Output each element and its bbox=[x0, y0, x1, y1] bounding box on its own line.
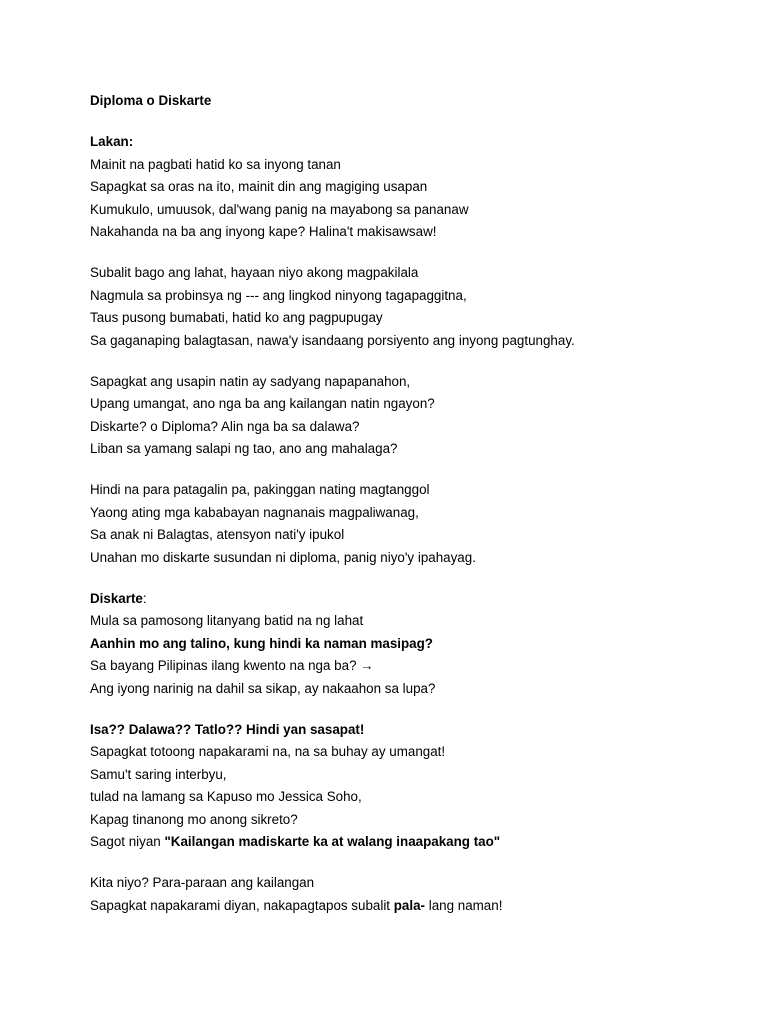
spacer bbox=[90, 244, 730, 263]
verse-line: Sapagkat ang usapin natin ay sadyang napapanahon, bbox=[90, 373, 411, 389]
verse-line: Unahan mo diskarte susundan ni diploma, panig niyo'y ipahayag. bbox=[90, 549, 476, 565]
speaker-diskarte-line bbox=[90, 588, 730, 611]
spacer bbox=[90, 113, 730, 132]
verse-line: Kumukulo, umuusok, dal'wang panig na mayabong sa pananaw bbox=[90, 201, 469, 217]
verse-line: Sa bayang Pilipinas ilang kwento na nga ba? → bbox=[90, 658, 374, 673]
spacer bbox=[90, 461, 730, 480]
verse-line: Sapagkat sa oras na ito, mainit din ang magiging usapan bbox=[90, 179, 428, 194]
spacer bbox=[90, 854, 730, 873]
speaker-lakan: Lakan: bbox=[90, 134, 134, 149]
verse-line: Yaong ating mga kababayan nagnanais magpaliwanag, bbox=[90, 504, 419, 520]
verse-line: Ang iyong narinig na dahil sa sikap, ay nakaahon sa lupa? bbox=[90, 680, 436, 696]
verse-line-bold: Aanhin mo ang talino, kung hindi ka naman masipag? bbox=[90, 635, 433, 651]
verse-line-mixed bbox=[90, 895, 730, 918]
verse-line: Nakahanda na ba ang inyong kape? Halina't makisawsaw! bbox=[90, 224, 437, 239]
verse-line: Sa anak ni Balagtas, atensyon nati'y ipukol bbox=[90, 527, 345, 542]
speaker-colon: : bbox=[142, 590, 147, 606]
verse-line: tulad na lamang sa Kapuso mo Jessica Soho, bbox=[90, 789, 362, 804]
verse-text: Sagot niyan bbox=[90, 834, 165, 849]
verse-text: Sapagkat napakarami diyan, nakapagtapos subalit bbox=[90, 897, 394, 913]
spacer bbox=[90, 569, 730, 588]
document-body bbox=[90, 90, 730, 917]
quote-bold: "Kailangan madiskarte ka at walang inaapakang tao" bbox=[164, 834, 501, 849]
verse-line: Diskarte? o Diploma? Alin nga ba sa dalawa? bbox=[90, 418, 360, 434]
verse-line-bold: Isa?? Dalawa?? Tatlo?? Hindi yan sasapat! bbox=[90, 721, 365, 737]
verse-line: Subalit bago ang lahat, hayaan niyo akong magpakilala bbox=[90, 265, 419, 280]
verse-line: Mainit na pagbati hatid ko sa inyong tanan bbox=[90, 156, 341, 172]
document-title: Diploma o Diskarte bbox=[90, 93, 212, 108]
verse-line: Liban sa yamang salapi ng tao, ano ang mahalaga? bbox=[90, 441, 398, 456]
verse-line: Nagmula sa probinsya ng --- ang lingkod ninyong tagapaggitna, bbox=[90, 287, 467, 303]
verse-line: Hindi na para patagalin pa, pakinggan nating magtanggol bbox=[90, 482, 430, 497]
verse-line: Mula sa pamosong litanyang batid na ng lahat bbox=[90, 613, 364, 628]
spacer bbox=[90, 352, 730, 371]
verse-line: Sapagkat totoong napakarami na, na sa buhay ay umangat! bbox=[90, 744, 446, 759]
verse-text: lang naman! bbox=[425, 897, 503, 913]
verse-line: Upang umangat, ano nga ba ang kailangan natin ngayon? bbox=[90, 396, 435, 411]
verse-line: Sa gaganaping balagtasan, nawa'y isandaang porsiyento ang inyong pagtunghay. bbox=[90, 332, 575, 348]
verse-line: Kita niyo? Para-paraan ang kailangan bbox=[90, 875, 315, 890]
verse-line: Samu't saring interbyu, bbox=[90, 766, 227, 782]
verse-line-mixed bbox=[90, 831, 730, 854]
spacer bbox=[90, 700, 730, 719]
verse-line: Taus pusong bumabati, hatid ko ang pagpupugay bbox=[90, 310, 383, 325]
verse-line: Kapag tinanong mo anong sikreto? bbox=[90, 811, 298, 827]
emphasis-bold: pala- bbox=[393, 897, 425, 913]
speaker-diskarte: Diskarte bbox=[90, 590, 143, 606]
